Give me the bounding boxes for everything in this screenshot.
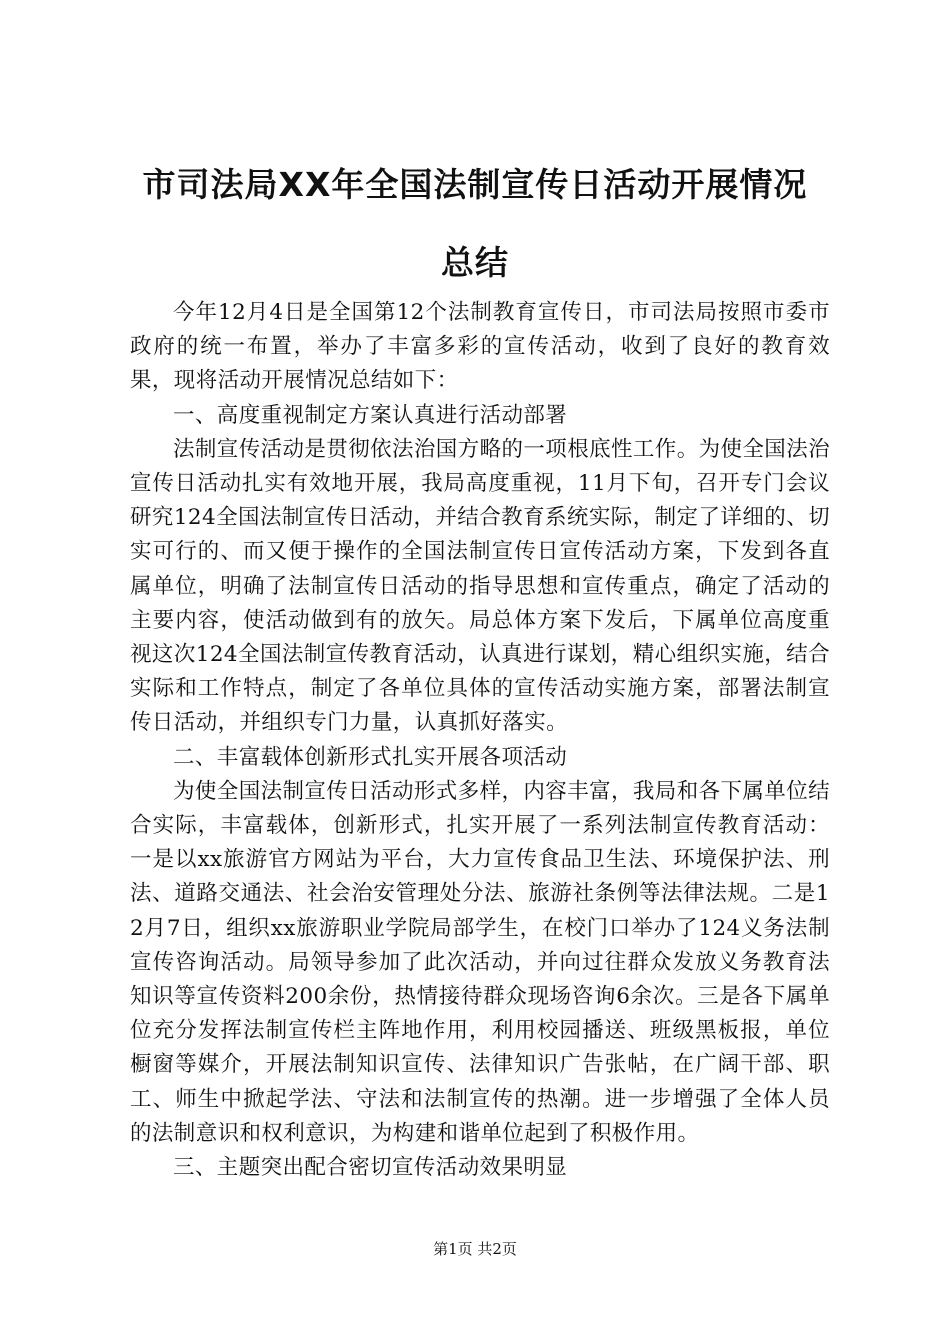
intro-paragraph: 今年12月4日是全国第12个法制教育宣传日，市司法局按照市委市政府的统一布置，举办了丰富多彩的宣传活动，收到了良好的教育效果，现将活动开展情况总结如下： — [130, 300, 830, 394]
section3-heading: 三、主题突出配合密切宣传活动效果明显 — [173, 1155, 568, 1181]
document-title-line1: 市司法局XX年全国法制宣传日活动开展情况 — [142, 165, 808, 204]
section2-paragraph: 为使全国法制宣传日活动形式多样，内容丰富，我局和各下属单位结合实际，丰富载体，创新形式，扎实开展了一系列法制宣传教育活动：一是以xx旅游官方网站为平台，大力宣传食品卫生法、环境保护法、刑法、道路交通法、社会治安管理处分法、旅游社条例等法律法规。二是12月7日，组织xx旅游职业学院局部学生，在校门口举办了124义务法制宣传咨询活动。局领导参加了此次活动，并向过往群众发放义务教育法知识等宣传资料200余份，热情接待群众现场咨询6余次。三是各下属单位充分发挥法制宣传栏主阵地作用，利用校园播送、班级黑板报，单位橱窗等媒介，开展法制知识宣传、法律知识广告张帖，在广阔干部、职工、师生中掀起学法、守法和法制宣传的热潮。进一步增强了全体人员的法制意识和权利意识，为构建和谐单位起到了积极作用。 — [130, 778, 831, 1146]
section1-heading: 一、高度重视制定方案认真进行活动部署 — [173, 402, 568, 428]
section1-paragraph: 法制宣传活动是贯彻依法治国方略的一项根底性工作。为使全国法治宣传日活动扎实有效地开展，我局高度重视，11月下旬，召开专门会议研究124全国法制宣传日活动，并结合教育系统实际，制定了详细的、切实可行的、而又便于操作的全国法制宣传日宣传活动方案，下发到各直属单位，明确了法制宣传日活动的指导思想和宣传重点，确定了活动的主要内容，使活动做到有的放矢。局总体方案下发后，下属单位高度重视这次124全国法制宣传教育活动，认真进行谋划，精心组织实施，结合实际和工作特点，制定了各单位具体的宣传活动实施方案，部署法制宣传日活动，并组织专门力量，认真抓好落实。 — [130, 436, 831, 736]
document-title-line2: 总结 — [441, 243, 509, 282]
document-body — [130, 296, 830, 1185]
page-footer: 第1页 共2页 — [433, 1240, 517, 1258]
section2-heading: 二、丰富载体创新形式扎实开展各项活动 — [173, 744, 568, 770]
